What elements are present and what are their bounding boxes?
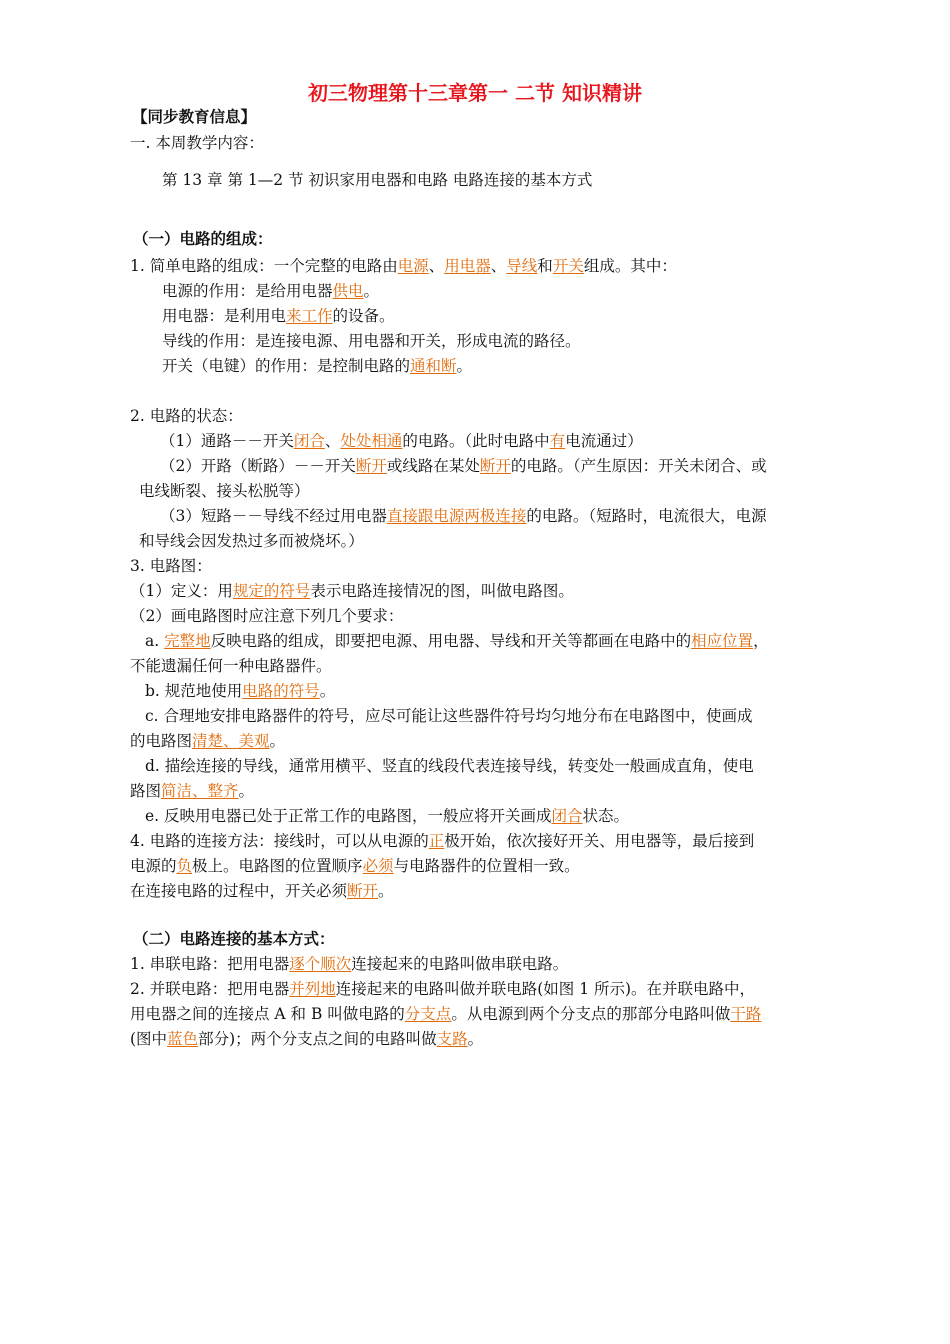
text-segment: e. 反映用电器已处于正常工作的电路图，一般应将开关画成 — [145, 807, 552, 825]
text-segment: 电线断裂、接头松脱等） — [139, 482, 310, 500]
text-segment: 、 — [428, 257, 445, 275]
text-line — [130, 606, 403, 626]
text-segment: 在连接电路的过程中，开关必须 — [130, 882, 348, 900]
text-line — [130, 979, 755, 999]
highlighted-term: 来工作 — [286, 307, 333, 325]
text-segment: 。 — [456, 357, 473, 375]
text-segment: 和 — [537, 257, 553, 275]
text-line — [139, 481, 310, 501]
text-segment: 。 — [269, 732, 286, 750]
text-segment: 2. 并联电路：把用电器 — [130, 980, 290, 998]
text-line — [145, 756, 754, 776]
text-line — [130, 256, 677, 276]
text-segment: 连接起来的电路叫做并联电路(如图 1 所示)。在并联电路中， — [335, 980, 756, 998]
text-segment: 2. 电路的状态： — [130, 407, 243, 425]
text-segment: 表示电路连接情况的图，叫做电路图。 — [310, 582, 574, 600]
text-line — [130, 556, 212, 576]
highlighted-term: 开关 — [552, 257, 584, 275]
text-line — [160, 456, 767, 476]
text-segment: 电源的 — [130, 857, 177, 875]
highlighted-term: 有 — [549, 432, 566, 450]
highlighted-term: 分支点 — [404, 1005, 452, 1023]
text-segment: 第 13 章 第 1—2 节 初识家用电器和电路 电路连接的基本方式 — [162, 171, 593, 189]
highlighted-term: 导线 — [506, 257, 538, 275]
text-line — [132, 107, 256, 127]
text-segment: 的电路。（产生原因：开关未闭合、或 — [510, 457, 767, 475]
text-segment: 用电器之间的连接点 A 和 B 叫做电路的 — [130, 1005, 405, 1023]
text-line — [130, 406, 243, 426]
text-segment: （一）电路的组成： — [133, 229, 273, 248]
text-line — [162, 331, 581, 351]
text-segment: 或线路在某处 — [386, 457, 480, 475]
text-segment: 【同步教育信息】 — [132, 107, 257, 126]
text-segment: 的电路。（短路时，电流很大，电源 — [526, 507, 767, 525]
text-segment: （2）开路（断路）－－开关 — [160, 457, 356, 475]
text-segment: 极上。电路图的位置顺序 — [192, 857, 363, 875]
text-segment: 导线的作用：是连接电源、用电器和开关，形成电流的路径。 — [162, 332, 581, 350]
highlighted-term: 闭合 — [293, 432, 325, 450]
text-segment: 电源的作用：是给用电器 — [162, 282, 333, 300]
highlighted-term: 直接跟电源两极连接 — [386, 507, 527, 525]
text-line — [160, 506, 767, 526]
text-segment: 。 — [467, 1030, 484, 1048]
highlighted-term: 完整地 — [164, 632, 211, 650]
text-line — [130, 856, 580, 876]
highlighted-term: 逐个顺次 — [289, 955, 352, 973]
text-segment: 一. 本周教学内容： — [130, 134, 264, 152]
text-segment: 状态。 — [582, 807, 630, 825]
text-line — [130, 1004, 761, 1024]
highlighted-term: 蓝色 — [167, 1030, 199, 1048]
text-segment: （2）画电路图时应注意下列几个要求： — [130, 607, 404, 625]
highlighted-term: 支路 — [436, 1030, 468, 1048]
text-segment: 连接起来的电路叫做串联电路。 — [351, 955, 569, 973]
highlighted-term: 清楚、美观 — [192, 732, 270, 750]
highlighted-term: 断开 — [479, 457, 511, 475]
text-segment: 。从电源到两个分支点的那部分电路叫做 — [451, 1005, 731, 1023]
text-segment: 的电路图 — [130, 732, 193, 750]
highlighted-term: 断开 — [355, 457, 387, 475]
highlighted-term: 必须 — [362, 857, 394, 875]
text-segment: 、 — [490, 257, 507, 275]
text-segment: 的电路。（此时电路中 — [402, 432, 550, 450]
text-segment: 开关（电键）的作用：是控制电路的 — [162, 357, 411, 375]
text-segment: 。 — [378, 882, 394, 900]
text-segment: 反映电路的组成，即要把电源、用电器、导线和开关等都画在电路中的 — [210, 632, 692, 650]
text-segment: 极开始，依次接好开关、用电器等，最后接到 — [444, 832, 755, 850]
text-line — [162, 356, 472, 376]
text-line — [145, 706, 753, 726]
text-segment: （3）短路－－导线不经过用电器 — [160, 507, 387, 525]
text-segment: 3. 电路图： — [130, 557, 212, 575]
text-line — [145, 806, 629, 826]
text-line — [130, 1029, 483, 1049]
text-segment: 。 — [319, 682, 336, 700]
text-segment: ， — [753, 632, 769, 650]
page-title: 初三物理第十三章第一 二节 知识精讲 — [308, 81, 642, 105]
text-line — [130, 133, 264, 153]
highlighted-term: 电路的符号 — [242, 682, 320, 700]
text-segment: 。 — [238, 782, 255, 800]
highlighted-term: 通和断 — [410, 357, 457, 375]
text-segment: c. 合理地安排电路器件的符号，应尽可能让这些器件符号均匀地分布在电路图中，使画成 — [145, 707, 753, 725]
highlighted-term: 并列地 — [289, 980, 336, 998]
text-segment: 和导线会因发热过多而被烧坏。） — [139, 532, 364, 550]
highlighted-term: 断开 — [347, 882, 379, 900]
text-line — [130, 831, 754, 851]
text-segment: 组成。其中： — [583, 257, 677, 275]
text-line — [133, 229, 273, 249]
text-line — [145, 681, 335, 701]
text-line — [162, 281, 379, 301]
text-segment: 1. 串联电路：把用电器 — [130, 955, 290, 973]
text-segment: （1）通路－－开关 — [160, 432, 294, 450]
text-line — [160, 431, 643, 451]
text-line — [130, 581, 574, 601]
text-segment: 路图 — [130, 782, 162, 800]
text-segment: 部分)；两个分支点之间的电路叫做 — [198, 1030, 437, 1048]
text-line — [130, 656, 332, 676]
text-segment: b. 规范地使用 — [145, 682, 243, 700]
text-segment: 4. 电路的连接方法：接线时，可以从电源的 — [130, 832, 429, 850]
highlighted-term: 正 — [428, 832, 445, 850]
highlighted-term: 供电 — [332, 282, 364, 300]
text-line — [130, 881, 394, 901]
highlighted-term: 相应位置 — [691, 632, 754, 650]
text-segment: 1. 简单电路的组成：一个完整的电路由 — [130, 257, 398, 275]
text-segment: 、 — [324, 432, 341, 450]
text-segment: （1）定义：用 — [130, 582, 233, 600]
text-line — [130, 954, 568, 974]
text-line — [130, 781, 254, 801]
text-segment: 的设备。 — [332, 307, 395, 325]
text-line — [139, 531, 364, 551]
highlighted-term: 简洁、整齐 — [161, 782, 239, 800]
highlighted-term: 干路 — [730, 1005, 762, 1023]
text-segment: 电流通过） — [565, 432, 643, 450]
highlighted-term: 处处相通 — [340, 432, 403, 450]
text-segment: 用电器：是利用电 — [162, 307, 287, 325]
text-segment: （二）电路连接的基本方式： — [133, 929, 335, 948]
text-segment: 不能遗漏任何一种电路器件。 — [130, 657, 332, 675]
text-line — [145, 631, 769, 651]
text-line — [162, 306, 395, 326]
highlighted-term: 电源 — [397, 257, 429, 275]
highlighted-term: 用电器 — [444, 257, 491, 275]
text-segment: 与电路器件的位置相一致。 — [393, 857, 580, 875]
text-segment: d. 描绘连接的导线，通常用横平、竖直的线段代表连接导线，转变处一般画成直角，使电 — [145, 757, 754, 775]
text-segment: (图中 — [130, 1030, 168, 1048]
highlighted-term: 负 — [176, 857, 193, 875]
text-line — [133, 929, 335, 949]
text-segment: a. — [145, 632, 165, 650]
text-line — [130, 731, 285, 751]
text-line — [162, 170, 592, 190]
highlighted-term: 规定的符号 — [232, 582, 311, 600]
highlighted-term: 闭合 — [551, 807, 583, 825]
text-segment: 。 — [363, 282, 380, 300]
